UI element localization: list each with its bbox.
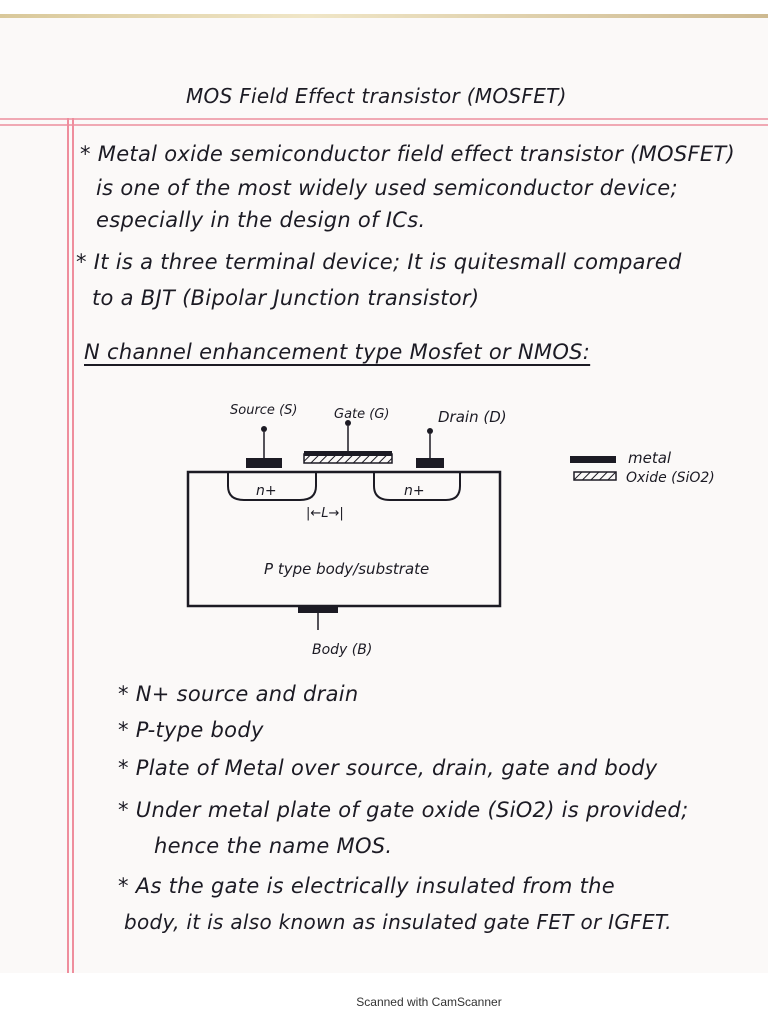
drain-metal-plate: [416, 458, 444, 468]
legend-metal-label: metal: [628, 449, 672, 467]
intro-line-1: * Metal oxide semiconductor field effect transistor (MOSFET): [80, 142, 736, 166]
n-plus-left-label: n+: [256, 483, 277, 499]
notebook-page: [0, 18, 768, 973]
page-title: MOS Field Effect transistor (MOSFET): [186, 84, 567, 108]
drain-label: Drain (D): [438, 408, 507, 426]
scanner-watermark: Scanned with CamScanner: [356, 995, 502, 1009]
substrate-label: P type body/substrate: [264, 560, 430, 578]
source-terminal: [261, 426, 267, 432]
section-heading: N channel enhancement type Mosfet or NMOS:: [84, 340, 591, 364]
source-metal-plate: [246, 458, 282, 468]
intro-line-5: to a BJT (Bipolar Junction transistor): [92, 286, 480, 310]
body-label: Body (B): [312, 642, 373, 658]
bullet-4-continued: hence the name MOS.: [154, 834, 393, 858]
intro-line-2: is one of the most widely used semiconductor device;: [96, 176, 678, 200]
channel-length-label: |←L→|: [306, 506, 344, 521]
bullet-2: * P-type body: [118, 718, 264, 742]
legend-oxide-swatch: [574, 472, 616, 480]
gate-metal-plate: [304, 451, 392, 456]
bullet-1: * N+ source and drain: [118, 682, 359, 706]
bullet-5: * As the gate is electrically insulated from the: [118, 874, 616, 898]
drain-terminal: [427, 428, 433, 434]
substrate-block: [188, 472, 500, 606]
gate-label: Gate (G): [334, 407, 390, 422]
bullet-5-continued: body, it is also known as insulated gate FET or IGFET.: [124, 910, 672, 934]
intro-line-3: especially in the design of ICs.: [96, 208, 426, 232]
source-label: Source (S): [230, 403, 298, 418]
body-metal-plate: [298, 606, 338, 613]
nmos-diagram: [0, 18, 768, 973]
n-plus-right-label: n+: [404, 483, 425, 499]
bullet-3: * Plate of Metal over source, drain, gate and body: [118, 756, 658, 780]
intro-line-4: * It is a three terminal device; It is quitesmall compared: [76, 250, 682, 274]
legend-metal-swatch: [570, 456, 616, 463]
legend-oxide-label: Oxide (SiO2): [626, 470, 715, 486]
bullet-4: * Under metal plate of gate oxide (SiO2) is provided;: [118, 798, 689, 822]
